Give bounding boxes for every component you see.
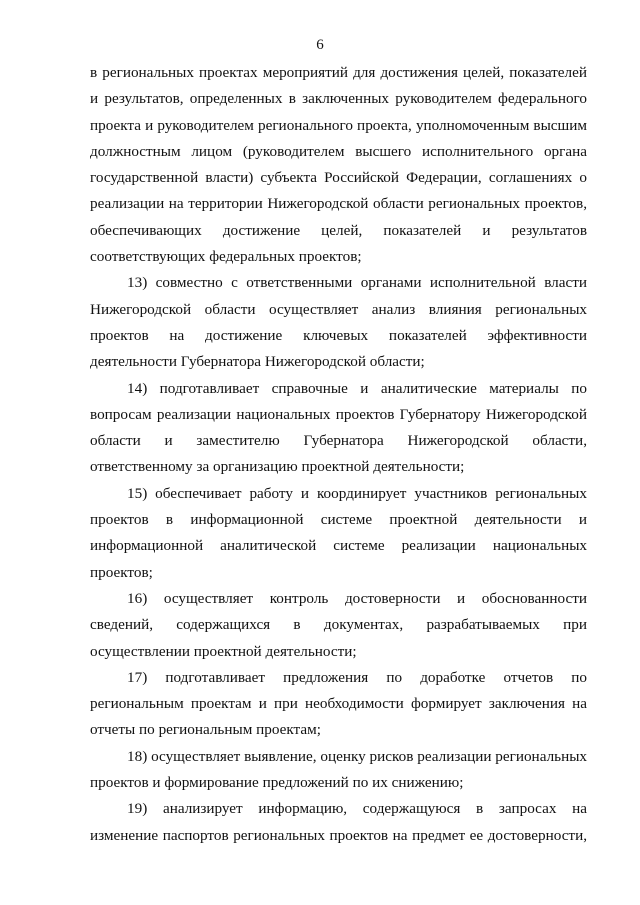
text-line: 17) подготавливает предложения по доработке отчетов по xyxy=(127,668,587,686)
paragraph-item-16 xyxy=(90,586,587,665)
paragraph-item-17 xyxy=(90,665,587,744)
text-line: осуществлении проектной деятельности; xyxy=(90,642,357,660)
text-line: изменение паспортов региональных проектов на предмет ее достоверности, xyxy=(90,826,587,844)
text-line: ответственному за организацию проектной деятельности; xyxy=(90,458,465,476)
text-line: проектов и формирование предложений по их снижению; xyxy=(90,774,464,792)
text-line: проекта и руководителем регионального проекта, уполномоченным высшим xyxy=(90,116,587,134)
text-line: отчеты по региональным проектам; xyxy=(90,721,321,739)
text-line: деятельности Губернатора Нижегородской области; xyxy=(90,353,425,371)
paragraph-item-14 xyxy=(90,376,587,481)
text-line: 15) обеспечивает работу и координирует участников региональных xyxy=(127,484,587,502)
text-line: Нижегородской области осуществляет анализ влияния региональных xyxy=(90,300,587,318)
text-line: вопросам реализации национальных проектов Губернатору Нижегородской xyxy=(90,405,587,423)
text-line: 14) подготавливает справочные и аналитические материалы по xyxy=(127,379,587,397)
text-line: информационной аналитической системе реализации национальных xyxy=(90,537,587,555)
text-line: обеспечивающих достижение целей, показателей и результатов xyxy=(90,221,587,239)
paragraph-item-18 xyxy=(90,744,587,797)
text-line: в региональных проектах мероприятий для достижения целей, показателей xyxy=(90,64,587,81)
text-line: проектов; xyxy=(90,563,153,581)
text-line: соответствующих федеральных проектов; xyxy=(90,248,362,266)
text-line: проектов в информационной системе проектной деятельности и xyxy=(90,511,587,529)
text-line: и результатов, определенных в заключенных руководителем федерального xyxy=(90,90,587,108)
text-line: 13) совместно с ответственными органами исполнительной власти xyxy=(127,274,587,292)
paragraph-continuation xyxy=(90,60,587,270)
text-line: области и заместителю Губернатора Нижегородской области, xyxy=(90,432,587,450)
text-line: 18) осуществляет выявление, оценку рисков реализации региональных xyxy=(127,747,587,765)
text-line: 19) анализирует информацию, содержащуюся в запросах на xyxy=(127,800,587,818)
text-line: должностным лицом (руководителем высшего исполнительного органа xyxy=(90,142,587,160)
paragraph-item-19 xyxy=(90,796,587,849)
text-line: реализации на территории Нижегородской области региональных проектов, xyxy=(90,195,587,213)
text-line: сведений, содержащихся в документах, разрабатываемых при xyxy=(90,616,587,634)
paragraph-item-13 xyxy=(90,270,587,375)
page-number: 6 xyxy=(316,37,324,53)
text-line: региональным проектам и при необходимости формирует заключения на xyxy=(90,695,587,713)
paragraph-item-15 xyxy=(90,481,587,586)
document-body xyxy=(90,60,587,849)
text-line: государственной власти) субъекта Российской Федерации, соглашениях о xyxy=(90,169,587,187)
text-line: проектов на достижение ключевых показателей эффективности xyxy=(90,326,587,344)
text-line: 16) осуществляет контроль достоверности и обоснованности xyxy=(127,589,587,607)
